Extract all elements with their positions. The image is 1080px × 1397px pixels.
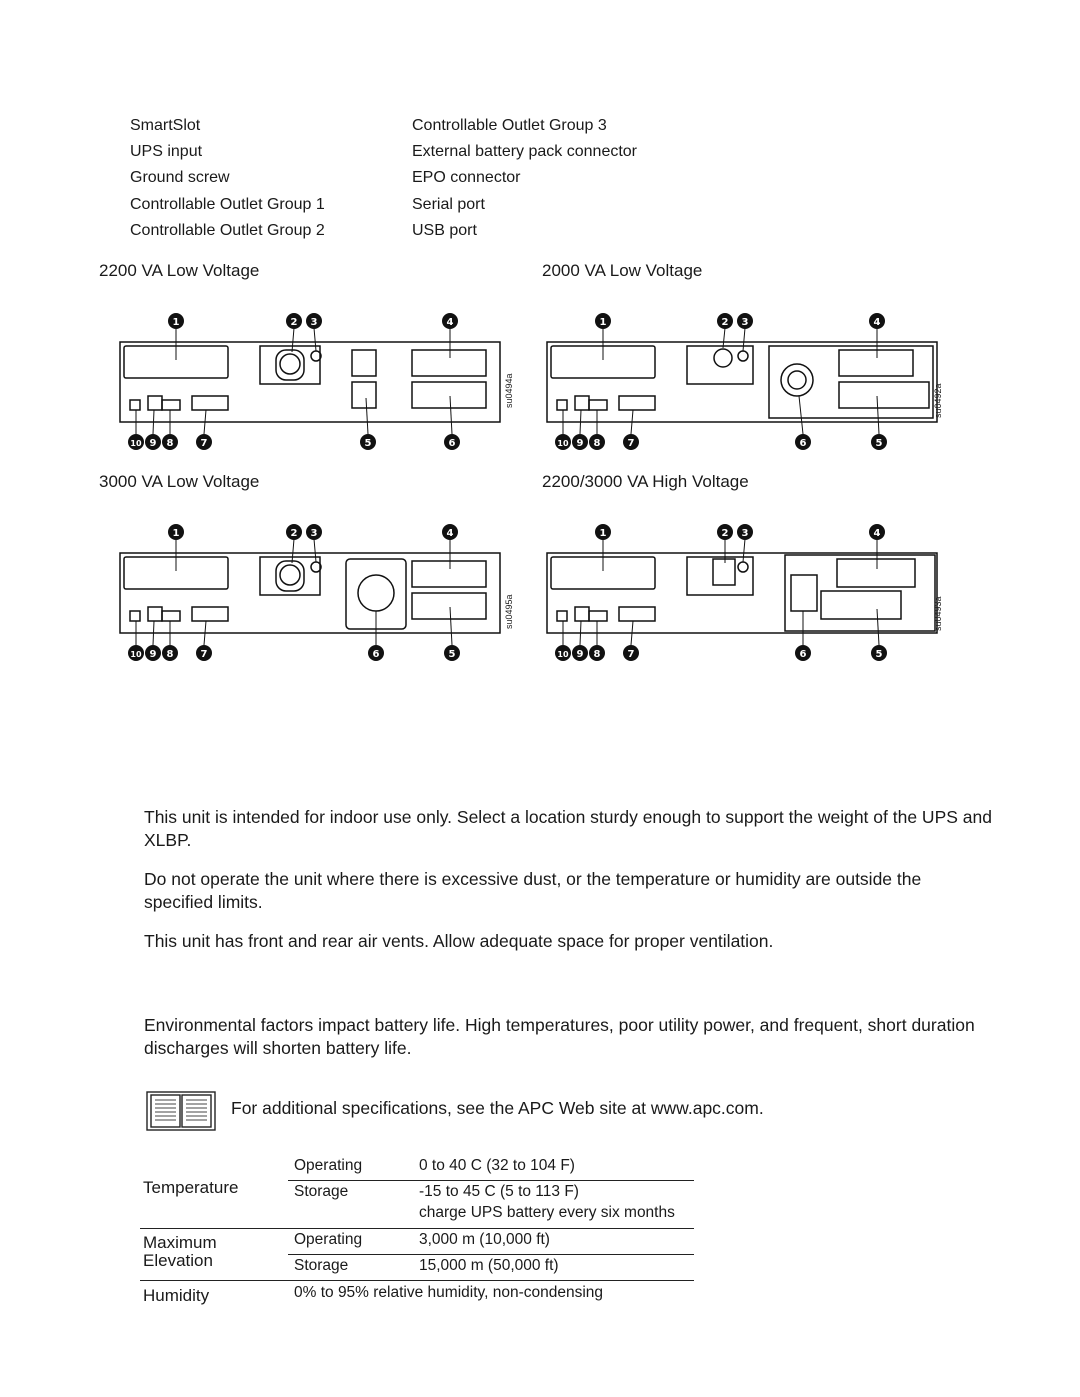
callout-6 [795,434,811,450]
callout-8 [162,645,178,661]
callout-number: 10 [557,439,569,448]
legend-item: EPO connector [412,169,521,186]
callout-8 [589,434,605,450]
callout-1 [595,313,611,329]
callout-number: 8 [593,649,601,660]
legend-item: Ground screw [130,169,230,186]
callout-number: 2 [721,528,729,539]
rear-panel-diagram-2200-3000va-hv [537,519,947,669]
callout-number: 4 [873,528,881,539]
callout-7 [196,434,212,450]
panel-title: 2000 VA Low Voltage [542,261,703,280]
legend-item: Controllable Outlet Group 1 [130,196,325,213]
paragraph-indoor-use: This unit is intended for indoor use only. Select a location sturdy enough to support the weight of the UPS and XLBP. [144,807,992,850]
cell-value: 3,000 m (10,000 ft) [419,1231,550,1248]
figure-code: su0495a [504,594,514,629]
cell-value: 15,000 m (50,000 ft) [419,1257,559,1274]
callout-9 [145,434,161,450]
row-label-humidity: Humidity [143,1286,210,1305]
rear-panel-diagram-3000va-lv [110,519,520,669]
callout-number: 7 [200,438,208,449]
legend-item: Controllable Outlet Group 2 [130,222,325,239]
callout-5 [871,434,887,450]
callout-1 [168,313,184,329]
callout-number: 8 [166,438,174,449]
cell-value: 0% to 95% relative humidity, non-condensing [294,1284,604,1301]
paragraph-ventilation: This unit has front and rear air vents. Allow adequate space for proper ventilation. [144,931,774,951]
cell-label: Storage [294,1257,349,1274]
rear-panel-diagram-2200va-lv [110,308,520,458]
callout-5 [871,645,887,661]
cell-label: Operating [294,1157,363,1174]
callout-number: 6 [799,649,807,660]
callout-9 [572,645,588,661]
callout-2 [286,524,302,540]
callout-number: 4 [446,528,454,539]
callout-6 [795,645,811,661]
callout-10 [128,434,144,450]
paragraph-battery-life: Environmental factors impact battery life. High temperatures, poor utility power, and frequent, short duration discharges will shorten battery life. [144,1015,975,1058]
legend-item: USB port [412,222,477,239]
callout-3 [306,313,322,329]
callout-number: 4 [873,317,881,328]
callout-1 [168,524,184,540]
callout-7 [196,645,212,661]
callout-2 [717,313,733,329]
callout-number: 6 [448,438,456,449]
divider [288,1254,694,1255]
callout-number: 7 [627,649,635,660]
callout-8 [162,434,178,450]
panel-title: 2200/3000 VA High Voltage [542,472,749,491]
callout-10 [555,645,571,661]
callout-6 [368,645,384,661]
figure-code: su0492a [933,383,943,418]
cell-value: -15 to 45 C (5 to 113 F) [419,1183,579,1200]
callout-10 [128,645,144,661]
legend-item: Serial port [412,196,485,213]
paragraph-operating-conditions: Do not operate the unit where there is excessive dust, or the temperature or humidity are outside the specified limits. [144,869,922,912]
callout-number: 3 [741,528,749,539]
panel-title: 3000 VA Low Voltage [99,472,260,491]
callout-number: 1 [172,528,180,539]
row-label-elevation: Elevation [143,1251,213,1270]
callout-number: 1 [599,317,607,328]
callout-number: 1 [599,528,607,539]
callout-4 [442,313,458,329]
callout-number: 5 [448,649,456,660]
cell-label: Storage [294,1183,349,1200]
note-text: For additional specifications, see the APC Web site at www.apc.com. [231,1098,764,1118]
figure-code: su0493a [933,596,943,631]
callout-number: 3 [310,528,318,539]
callout-8 [589,645,605,661]
callout-3 [306,524,322,540]
callout-number: 9 [576,649,584,660]
callout-number: 4 [446,317,454,328]
callout-number: 6 [799,438,807,449]
divider [288,1180,694,1181]
callout-4 [869,524,885,540]
callout-2 [717,524,733,540]
cell-note: charge UPS battery every six months [419,1204,675,1221]
callout-7 [623,645,639,661]
callout-number: 10 [557,650,569,659]
callout-4 [442,524,458,540]
callout-1 [595,524,611,540]
callout-number: 10 [130,650,142,659]
legend-item: UPS input [130,143,203,160]
cell-label: Operating [294,1231,363,1248]
callout-number: 9 [576,438,584,449]
callout-number: 6 [372,649,380,660]
callout-number: 7 [200,649,208,660]
book-icon [145,1090,217,1132]
callout-number: 9 [149,438,157,449]
callout-9 [145,645,161,661]
callout-number: 8 [593,438,601,449]
callout-7 [623,434,639,450]
figure-code: su0494a [504,373,514,408]
callout-number: 3 [310,317,318,328]
legend-item: External battery pack connector [412,143,638,160]
callout-6 [444,434,460,450]
callout-number: 2 [721,317,729,328]
callout-5 [444,645,460,661]
callout-number: 10 [130,439,142,448]
legend-item: Controllable Outlet Group 3 [412,117,607,134]
divider [140,1280,694,1281]
callout-5 [360,434,376,450]
cell-value: 0 to 40 C (32 to 104 F) [419,1157,575,1174]
callout-number: 3 [741,317,749,328]
panel-title: 2200 VA Low Voltage [99,261,260,280]
callout-10 [555,434,571,450]
callout-number: 5 [875,649,883,660]
row-label-temperature: Temperature [143,1178,239,1197]
callout-2 [286,313,302,329]
legend-item: SmartSlot [130,117,201,134]
rear-panel-diagram-2000va-lv [537,308,947,458]
row-label-elevation: Maximum [143,1233,217,1252]
callout-number: 9 [149,649,157,660]
callout-9 [572,434,588,450]
callout-number: 8 [166,649,174,660]
callout-number: 2 [290,317,298,328]
divider [140,1228,694,1229]
callout-number: 7 [627,438,635,449]
callout-3 [737,524,753,540]
callout-3 [737,313,753,329]
callout-4 [869,313,885,329]
callout-number: 1 [172,317,180,328]
callout-number: 5 [364,438,372,449]
callout-number: 5 [875,438,883,449]
callout-number: 2 [290,528,298,539]
